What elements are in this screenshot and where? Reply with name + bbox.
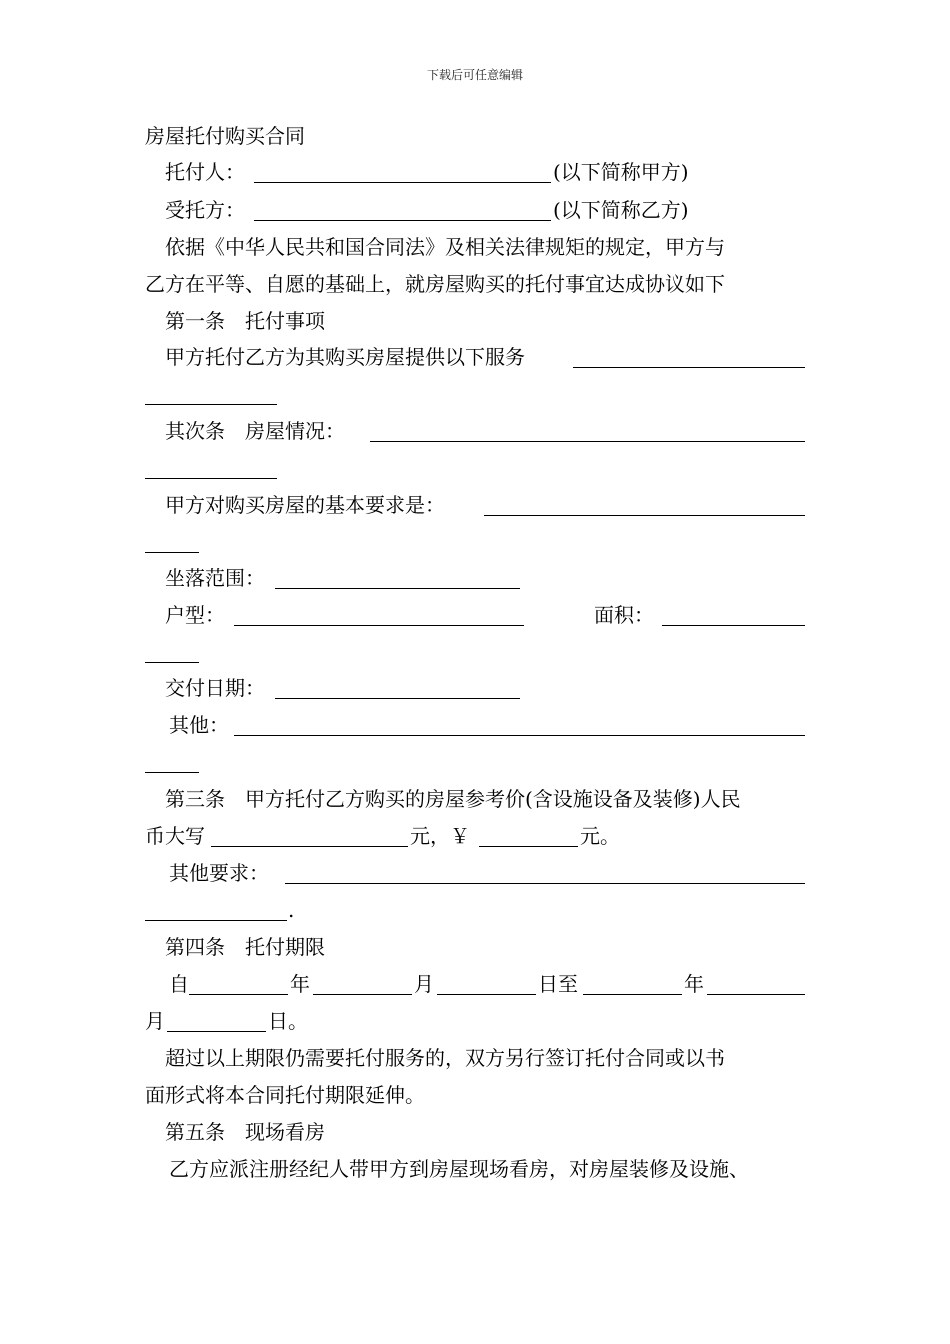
end-month-blank[interactable] (707, 994, 805, 995)
other-line (0, 710, 950, 740)
other-requirement-blank-cont[interactable] (145, 920, 287, 921)
article2-title: 其次条 房屋情况： (165, 419, 345, 443)
period-line-1 (0, 969, 950, 999)
price-words-blank[interactable] (211, 846, 408, 847)
start-year-blank[interactable] (189, 994, 288, 995)
article2-line (0, 416, 950, 446)
house-condition-cont-line (0, 453, 950, 483)
article3-prefix: 币大写 (145, 824, 205, 848)
contract-title-line (0, 121, 950, 151)
period-line-2 (0, 1006, 950, 1036)
other-requirement-label: 其他要求： (169, 861, 269, 885)
layout-area-line (0, 600, 950, 630)
other-requirement-end: . (288, 898, 295, 922)
agent-blank[interactable] (254, 220, 551, 221)
service-blank[interactable] (573, 367, 805, 368)
intro-line-1 (0, 232, 950, 262)
article3-yuan-2: 元。 (580, 824, 620, 848)
requirement-label: 甲方对购买房屋的基本要求是： (165, 493, 445, 517)
delivery-label: 交付日期： (165, 676, 265, 700)
page-header: 下载后可任意编辑 (426, 68, 523, 82)
end-year-blank[interactable] (583, 994, 682, 995)
article3-line-2 (0, 821, 950, 851)
client-label: 托付人： (165, 160, 245, 184)
house-condition-blank[interactable] (370, 441, 805, 442)
requirement-cont-line (0, 527, 950, 557)
end-day-blank[interactable] (167, 1031, 266, 1032)
other-requirement-blank[interactable] (285, 883, 805, 884)
agent-suffix: (以下简称乙方) (553, 198, 689, 222)
other-cont-line (0, 747, 950, 777)
year-label: 年 (290, 972, 310, 996)
article1-title-line (0, 306, 950, 336)
article1-body-line (0, 342, 950, 372)
area-blank[interactable] (662, 625, 805, 626)
client-line (0, 157, 950, 187)
other-blank[interactable] (234, 735, 805, 736)
start-day-blank[interactable] (437, 994, 536, 995)
area-blank-cont[interactable] (145, 662, 199, 663)
article5-body: 乙方应派注册经纪人带甲方到房屋现场看房，对房屋装修及设施、 (169, 1157, 749, 1181)
article3-line-1 (0, 784, 950, 814)
extend-line-2 (0, 1080, 950, 1110)
location-line (0, 563, 950, 593)
area-cont-line (0, 637, 950, 667)
house-condition-blank-cont[interactable] (145, 478, 277, 479)
delivery-blank[interactable] (275, 698, 520, 699)
service-blank-cont[interactable] (145, 404, 277, 405)
other-label: 其他： (169, 713, 229, 737)
day-to-label: 日至 (538, 972, 578, 996)
extend-line-1 (0, 1043, 950, 1073)
delivery-line (0, 673, 950, 703)
article3-text-1: 第三条 甲方托付乙方购买的房屋参考价(含设施设备及装修)人民 (165, 787, 741, 811)
area-label: 面积： (594, 603, 654, 627)
extend-text-1: 超过以上期限仍需要托付服务的，双方另行签订托付合同或以书 (165, 1046, 725, 1070)
location-blank[interactable] (275, 588, 520, 589)
article4-title: 第四条 托付期限 (165, 935, 325, 959)
day-end-label: 日。 (268, 1009, 308, 1033)
article4-title-line (0, 932, 950, 962)
year2-label: 年 (684, 972, 704, 996)
layout-blank[interactable] (234, 625, 524, 626)
article5-title: 第五条 现场看房 (165, 1120, 325, 1144)
requirement-blank[interactable] (484, 515, 805, 516)
requirement-line (0, 490, 950, 520)
article5-body-line (0, 1154, 950, 1184)
article1-body: 甲方托付乙方为其购买房屋提供以下服务 (165, 345, 525, 369)
other-requirement-line (0, 858, 950, 888)
month2-label: 月 (145, 1009, 165, 1033)
service-blank-cont-line (0, 379, 950, 409)
article1-title: 第一条 托付事项 (165, 309, 325, 333)
client-suffix: (以下简称甲方) (553, 160, 689, 184)
start-month-blank[interactable] (313, 994, 412, 995)
client-blank[interactable] (254, 182, 551, 183)
intro-text-1: 依据《中华人民共和国合同法》及相关法律规矩的规定，甲方与 (165, 235, 725, 259)
requirement-blank-cont[interactable] (145, 552, 199, 553)
article3-yuan-1: 元，￥ (410, 824, 470, 848)
location-label: 坐落范围： (165, 566, 265, 590)
agent-label: 受托方： (165, 198, 245, 222)
price-number-blank[interactable] (479, 846, 578, 847)
extend-text-2: 面形式将本合同托付期限延伸。 (145, 1083, 425, 1107)
other-requirement-cont-line (0, 895, 950, 925)
article5-title-line (0, 1117, 950, 1147)
intro-line-2 (0, 269, 950, 299)
from-label: 自 (169, 972, 189, 996)
agent-line (0, 195, 950, 225)
other-blank-cont[interactable] (145, 772, 199, 773)
contract-title: 房屋托付购买合同 (145, 124, 305, 148)
layout-label: 户型： (165, 603, 225, 627)
month-label: 月 (414, 972, 434, 996)
intro-text-2: 乙方在平等、自愿的基础上，就房屋购买的托付事宜达成协议如下 (145, 272, 725, 296)
